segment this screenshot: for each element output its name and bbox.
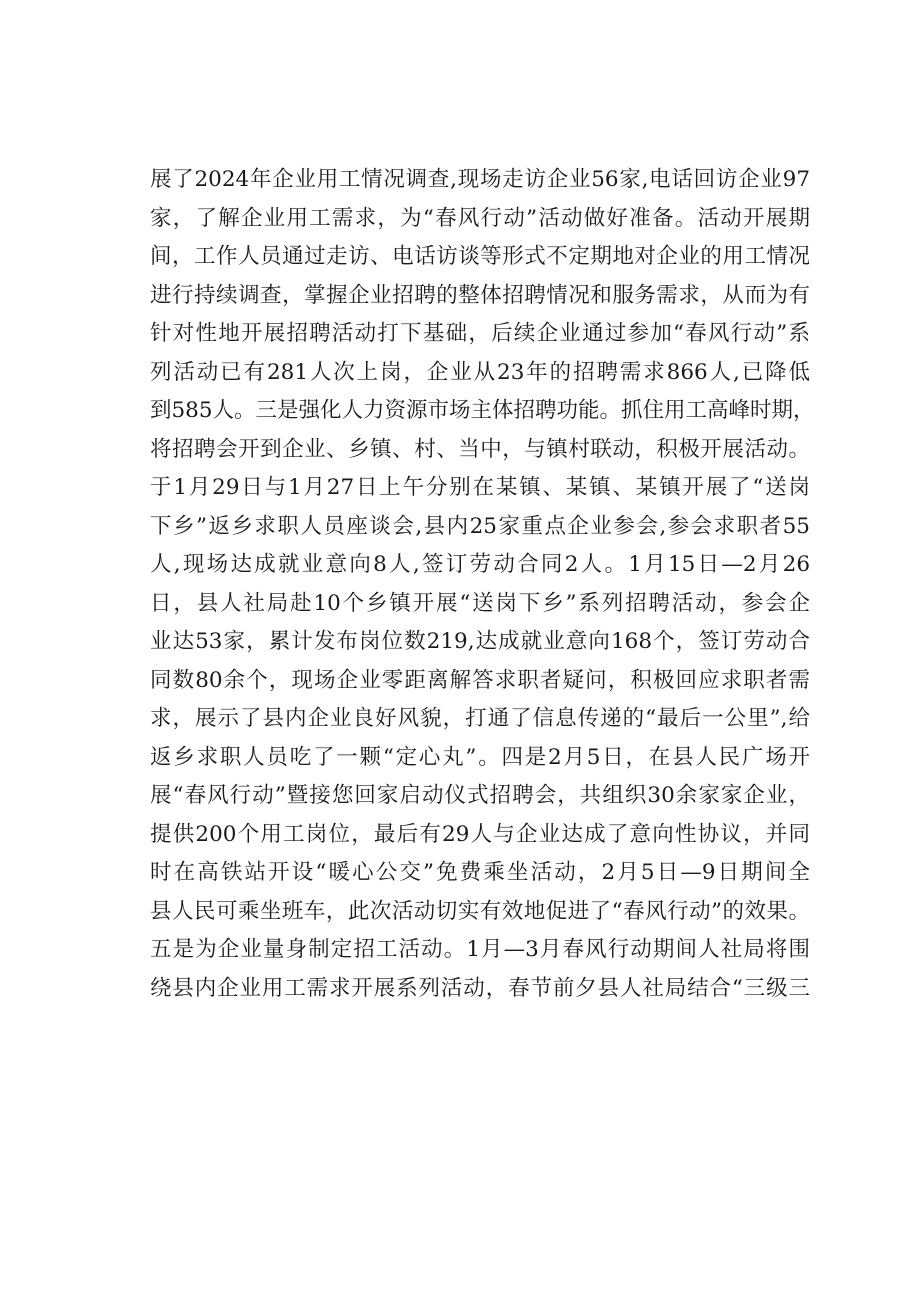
text-line-1: 展了2024年企业用工情况调查,现场走访企业56家,电话回访企业97 [150, 167, 810, 192]
body-paragraph [150, 161, 815, 1008]
text-line-8: 将招聘会开到企业、乡镇、村、当中，与镇村联动，积极开展活动。 [150, 436, 810, 462]
text-line-11: 人,现场达成就业意向8人,签订劳动合同2人。1月15日—2月26 [150, 552, 810, 577]
text-line-20: 县人民可乘坐班车，此次活动切实有效地促进了“春风行动”的效果。 [150, 898, 810, 924]
text-line-19: 时在高铁站开设“暖心公交”免费乘坐活动，2月5日—9日期间全 [150, 860, 810, 885]
text-line-3: 间，工作人员通过走访、电话访谈等形式不定期地对企业的用工情况 [150, 244, 810, 269]
text-line-5: 针对性地开展招聘活动打下基础，后续企业通过参加“春风行动”系 [150, 321, 810, 346]
text-line-14: 同数80余个，现场企业零距离解答求职者疑问，积极回应求职者需 [150, 667, 810, 693]
text-line-18: 提供200个用工岗位，最后有29人与企业达成了意向性协议，并同 [150, 821, 810, 847]
text-line-4: 进行持续调查，掌握企业招聘的整体招聘情况和服务需求，从而为有 [150, 282, 810, 308]
text-line-15: 求，展示了县内企业良好风貌，打通了信息传递的“最后一公里”,给 [150, 706, 810, 731]
text-line-9: 于1月29日与1月27日上午分别在某镇、某镇、某镇开展了“送岗 [150, 475, 810, 500]
text-line-6: 列活动已有281人次上岗，企业从23年的招聘需求866人,已降低 [150, 359, 810, 385]
text-line-10: 下乡”返乡求职人员座谈会,县内25家重点企业参会,参会求职者55 [150, 513, 810, 539]
text-line-12: 日，县人社局赴10个乡镇开展“送岗下乡”系列招聘活动，参会企 [150, 590, 810, 616]
text-line-17: 展“春风行动”暨接您回家启动仪式招聘会，共组织30余家家企业， [150, 783, 810, 808]
text-line-7: 到585人。三是强化人力资源市场主体招聘功能。抓住用工高峰时期， [150, 398, 815, 423]
text-line-22: 绕县内企业用工需求开展系列活动，春节前夕县人社局结合“三级三 [150, 975, 810, 1001]
text-line-13: 业达53家，累计发布岗位数219,达成就业意向168个，签订劳动合 [150, 629, 810, 654]
text-line-2: 家，了解企业用工需求，为“春风行动”活动做好准备。活动开展期 [150, 205, 810, 231]
text-line-16: 返乡求职人员吃了一颗“定心丸”。四是2月5日，在县人民广场开 [150, 744, 810, 770]
text-line-21: 五是为企业量身制定招工活动。1月—3月春风行动期间人社局将围 [150, 937, 810, 962]
